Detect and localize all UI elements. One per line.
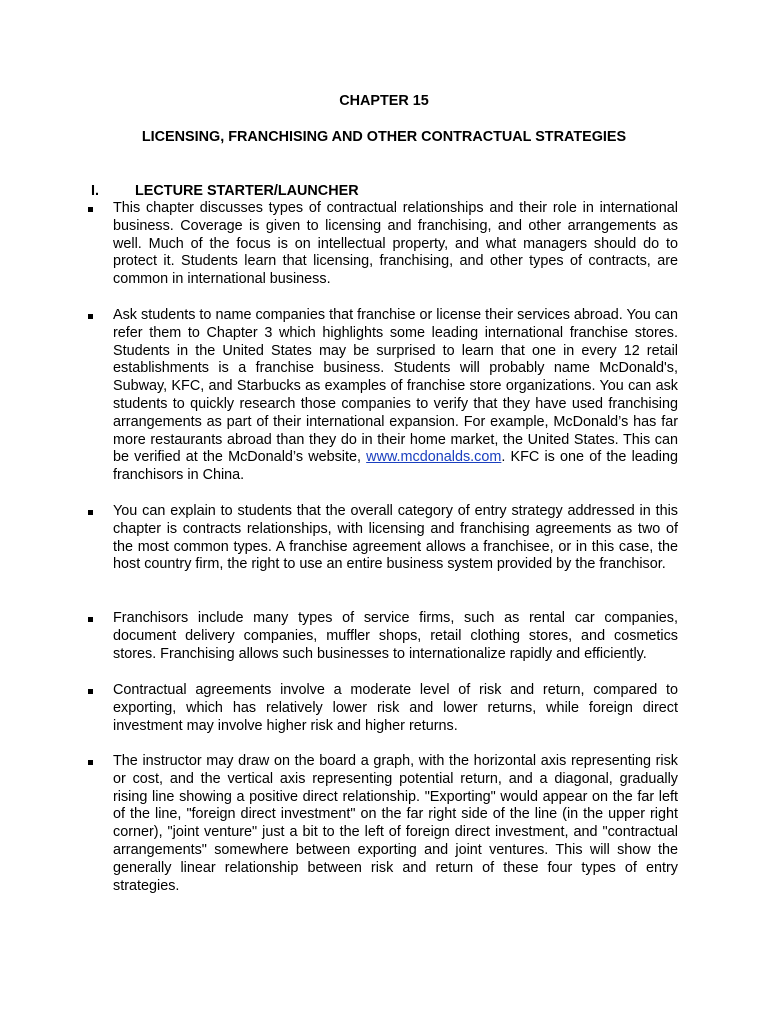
chapter-heading: CHAPTER 15 (339, 93, 429, 109)
bullet-square-icon (88, 207, 93, 212)
bullet-item (87, 753, 678, 895)
bullet-text: You can explain to students that the overall category of entry strategy addressed in this chapter is contracts relationships, with licensing and franchising agreements as two of the most common types. A franchise agreement allows a franchisee, or in this case, the host country firm, the right to use an entire business system provided by the franchisor. (113, 503, 678, 573)
bullet-square-icon (88, 510, 93, 515)
bullet-item (87, 503, 678, 574)
bullet-square-icon (88, 314, 93, 319)
bullet-text-after-link: . KFC is one of the leading franchisors in China. (113, 449, 678, 484)
bullet-item (87, 610, 678, 663)
bullet-square-icon (88, 617, 93, 622)
mcdonalds-website-link[interactable]: www.mcdonalds.com (366, 449, 502, 466)
bullet-text (113, 307, 678, 485)
bullet-square-icon (88, 689, 93, 694)
bullet-text: This chapter discusses types of contractual relationships and their role in international business. Coverage is given to licensing and franchising, and other arrangements as well. Much of the focus is on intellectual property, and what managers should do to protect it. Students learn that licensing, franchising, and other types of contracts, are common in international business. (113, 200, 678, 288)
bullet-item (87, 200, 678, 289)
bullet-text: Contractual agreements involve a moderate level of risk and return, compared to exporting, which has relatively lower risk and lower returns, while foreign direct investment may involve higher risk and higher returns. (113, 682, 678, 734)
section-heading (91, 183, 691, 200)
bullet-item (87, 307, 678, 485)
chapter-title: LICENSING, FRANCHISING AND OTHER CONTRACTUAL STRATEGIES (141, 129, 627, 145)
section-heading-text: LECTURE STARTER/LAUNCHER (135, 183, 359, 199)
bullet-item (87, 682, 678, 735)
bullet-text: The instructor may draw on the board a graph, with the horizontal axis representing risk or cost, and the vertical axis representing potential return, and a diagonal, gradually rising line showing a positive direct relationship. "Exporting" would appear on the far left of the line, "foreign direct investment" on the far right side of the line (in the upper right corner), "joint venture" just a bit to the left of foreign direct investment, and "contractual arrangements" somewhere between exporting and joint ventures. This will show the generally linear relationship between risk and return of these four types of entry strategies. (113, 753, 678, 894)
bullet-text: Franchisors include many types of service firms, such as rental car companies, document delivery companies, muffler shops, retail clothing stores, and cosmetics stores. Franchising allows such businesses to internationalize rapidly and efficiently. (113, 610, 678, 662)
section-number: I. (91, 183, 99, 199)
bullet-square-icon (88, 760, 93, 765)
bullet-text-before-link: Ask students to name companies that franchise or license their services abroad. You can refer them to Chapter 3 which highlights some leading international franchise stores. Students in the United States may be surprised to learn that one in every 12 retail establishments is a franchise business. Students will probably name McDonald's, Subway, KFC, and Starbucks as examples of franchise store organizations. You can ask students to quickly research those companies to verify that they have used franchising arrangements as part of their international expansion. For example, McDonald’s has far more restaurants abroad than they do in their home market, the United States. This can be verified at the McDonald’s website, (113, 307, 678, 466)
